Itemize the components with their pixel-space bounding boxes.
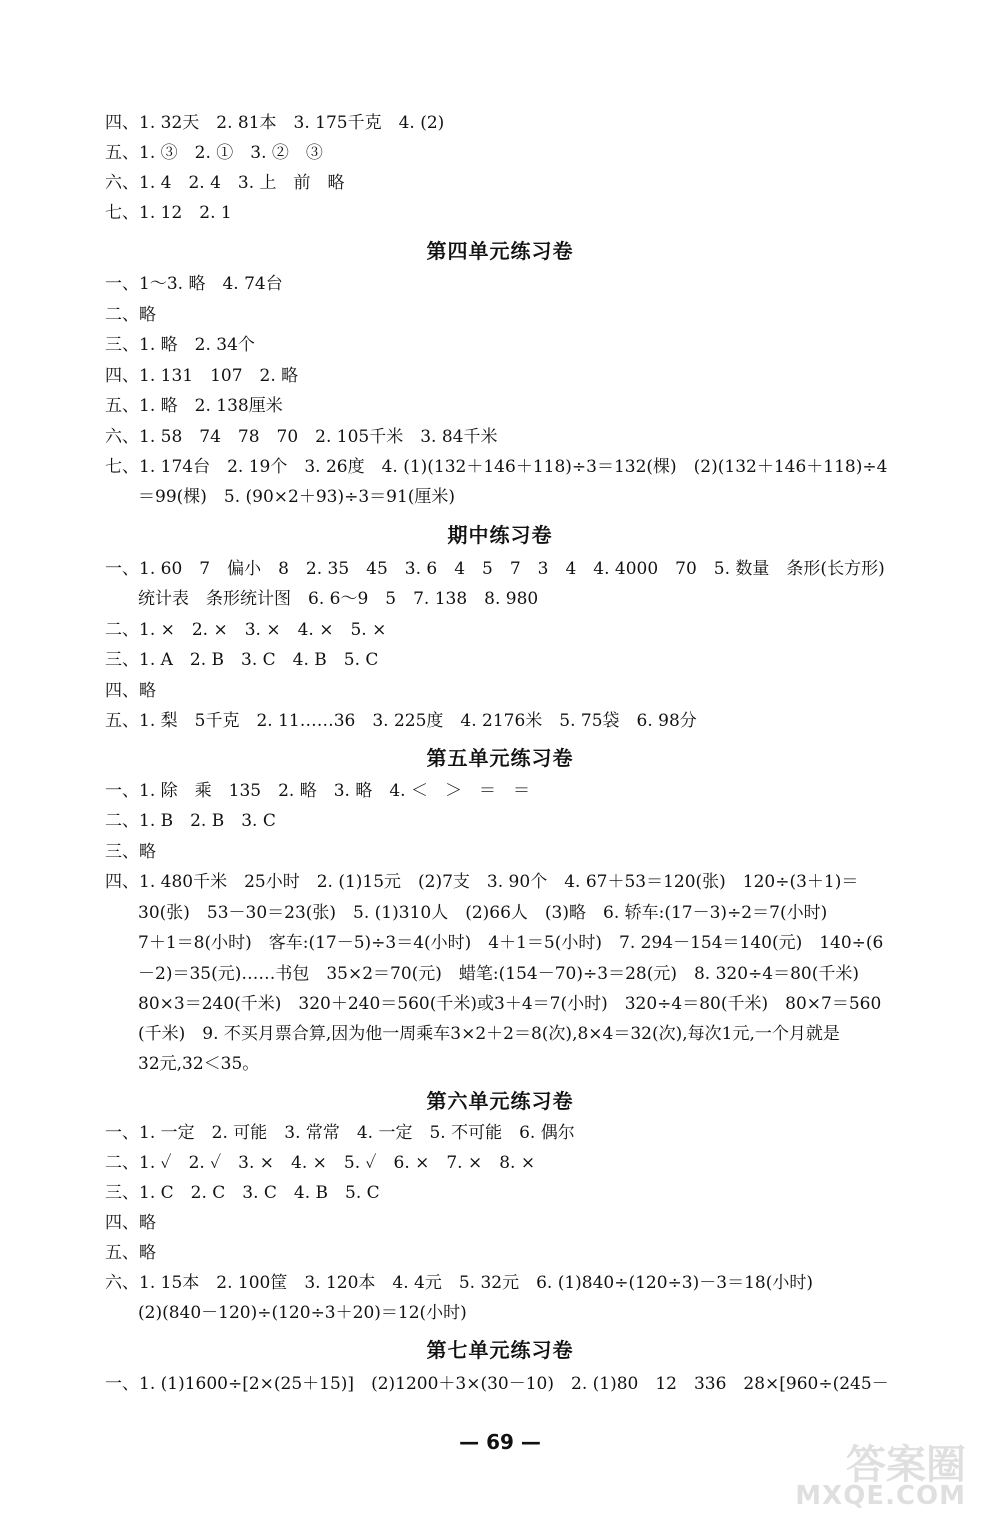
answer-line: 六、1. 58 74 78 70 2. 105千米 3. 84千米 <box>105 427 498 447</box>
answer-line: 四、略 <box>105 681 156 701</box>
watermark-logo <box>790 1433 970 1513</box>
page-number: — 69 — <box>459 1430 541 1454</box>
section-heading: 第五单元练习卷 <box>426 746 574 770</box>
answer-line: 二、1. ✓ 2. ✓ 3. × 4. × 5. ✓ 6. × 7. × 8. × <box>105 1153 536 1173</box>
watermark-url-text: MXQE.COM <box>795 1481 966 1511</box>
answer-line: 五、1. ③ 2. ① 3. ② ③ <box>105 143 323 163</box>
answer-line: 一、1. 60 7 偏小 8 2. 35 45 3. 6 4 5 7 3 4 4. 4000 70 5. 数量 条形(长方形) <box>105 559 885 579</box>
answer-line: 四、1. 480千米 25小时 2. (1)15元 (2)7支 3. 90个 4. 67＋53＝120(张) 120÷(3＋1)＝ <box>105 872 859 892</box>
answer-line: 三、1. 略 2. 34个 <box>105 335 255 355</box>
answer-line: 一、1. (1)1600÷[2×(25＋15)] (2)1200＋3×(30－10) 2. (1)80 12 336 28×[960÷(245－ <box>105 1374 889 1394</box>
answer-line: 一、1. 除 乘 135 2. 略 3. 略 4. ＜ ＞ ＝ ＝ <box>105 781 530 801</box>
answer-line: ＝99(棵) 5. (90×2＋93)÷3＝91(厘米) <box>138 487 456 507</box>
answer-line: 二、1. × 2. × 3. × 4. × 5. × <box>105 620 387 640</box>
answer-line: 80×3＝240(千米) 320＋240＝560(千米)或3＋4＝7(小时) 320÷4＝80(千米) 80×7＝560 <box>138 994 882 1014</box>
answer-line: 三、1. A 2. B 3. C 4. B 5. C <box>105 650 379 670</box>
answer-line: 统计表 条形统计图 6. 6～9 5 7. 138 8. 980 <box>138 589 539 609</box>
watermark-top-text: 答案圈 <box>846 1442 966 1488</box>
answer-line: 二、略 <box>105 305 156 325</box>
answer-line: 四、1. 131 107 2. 略 <box>105 366 299 386</box>
answer-line: 32元,32＜35。 <box>138 1054 260 1074</box>
answer-line: 六、1. 15本 2. 100筐 3. 120本 4. 4元 5. 32元 6. (1)840÷(120÷3)－3＝18(小时) <box>105 1273 813 1293</box>
answer-line: 七、1. 12 2. 1 <box>105 203 232 223</box>
answer-line: 一、1～3. 略 4. 74台 <box>105 274 283 294</box>
answer-line: 二、1. B 2. B 3. C <box>105 811 276 831</box>
answer-line: 一、1. 一定 2. 可能 3. 常常 4. 一定 5. 不可能 6. 偶尔 <box>105 1123 575 1143</box>
answer-line: 四、1. 32天 2. 81本 3. 175千克 4. (2) <box>105 113 445 133</box>
answer-line: 七、1. 174台 2. 19个 3. 26度 4. (1)(132＋146＋118)÷3＝132(棵) (2)(132＋146＋118)÷4 <box>105 457 888 477</box>
answer-line: 三、略 <box>105 842 156 862</box>
section-heading: 期中练习卷 <box>447 523 553 547</box>
section-heading: 第六单元练习卷 <box>426 1089 574 1113</box>
answer-line: 六、1. 4 2. 4 3. 上 前 略 <box>105 173 345 193</box>
answer-line: 7＋1＝8(小时) 客车:(17－5)÷3＝4(小时) 4＋1＝5(小时) 7. 294－154＝140(元) 140÷(6 <box>138 933 884 953</box>
answer-line: 30(张) 53－30＝23(张) 5. (1)310人 (2)66人 (3)略 6. 轿车:(17－3)÷2＝7(小时) <box>138 903 828 923</box>
answer-line: 五、1. 梨 5千克 2. 11……36 3. 225度 4. 2176米 5. 75袋 6. 98分 <box>105 711 697 731</box>
answer-line: 五、略 <box>105 1243 156 1263</box>
section-heading: 第七单元练习卷 <box>426 1338 574 1362</box>
answer-line: 五、1. 略 2. 138厘米 <box>105 396 283 416</box>
answer-line: (千米) 9. 不买月票合算,因为他一周乘车3×2＋2＝8(次),8×4＝32(次),每次1元,一个月就是 <box>138 1024 840 1044</box>
answer-line: 三、1. C 2. C 3. C 4. B 5. C <box>105 1183 380 1203</box>
section-heading: 第四单元练习卷 <box>426 239 574 263</box>
answer-line: (2)(840－120)÷(120÷3＋20)＝12(小时) <box>138 1303 467 1323</box>
answer-line: －2)＝35(元)……书包 35×2＝70(元) 蜡笔:(154－70)÷3＝28(元) 8. 320÷4＝80(千米) <box>138 964 859 984</box>
answer-line: 四、略 <box>105 1213 156 1233</box>
